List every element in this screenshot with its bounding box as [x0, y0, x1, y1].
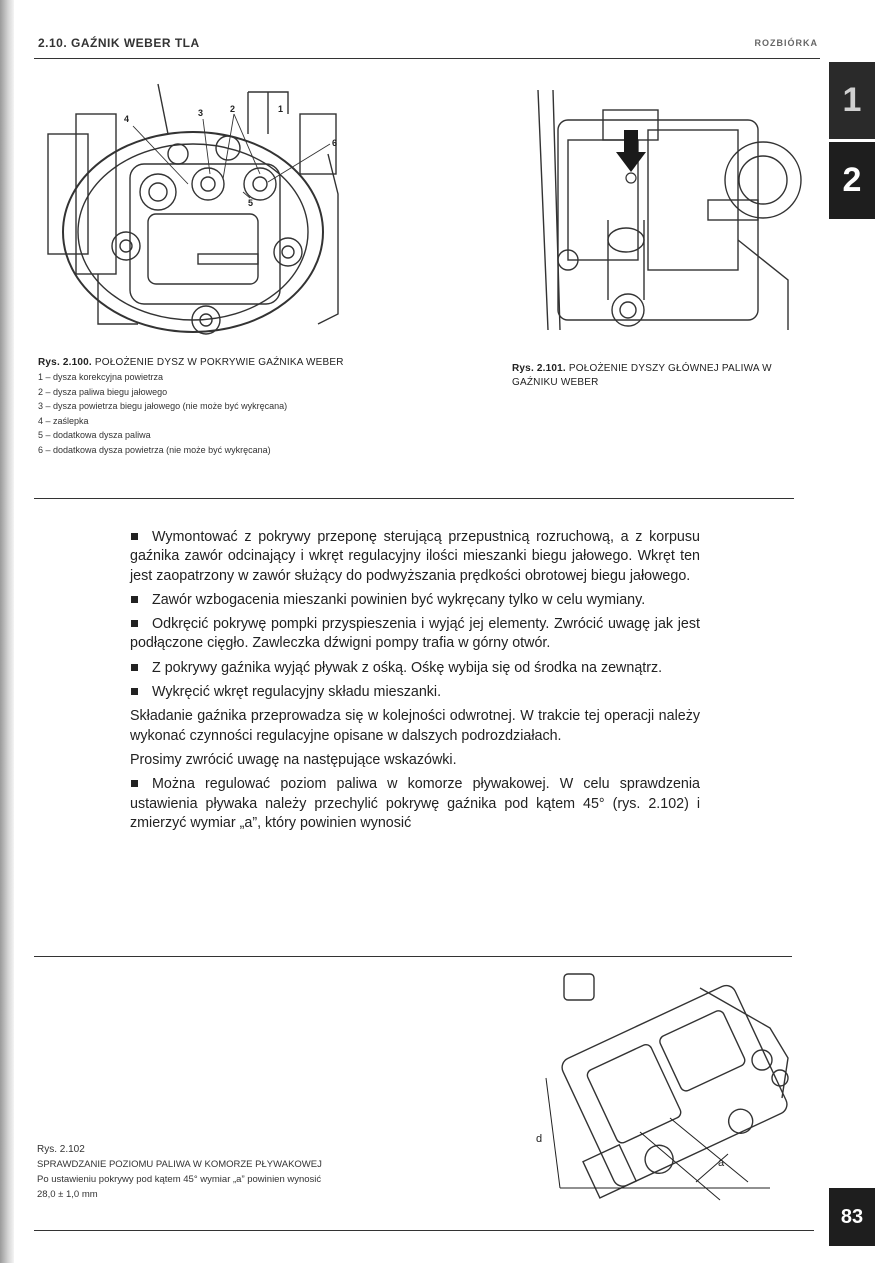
- paragraph-4: Z pokrywy gaźnika wyjąć pływak z ośką. Ośkę wybija się od środka na zewnątrz.: [130, 659, 700, 678]
- paragraph-2: Zawór wzbogacenia mieszanki powinien być wykręcany tylko w celu wymiany.: [130, 591, 700, 610]
- paragraph-7: Prosimy zwrócić uwagę na następujące wskazówki.: [130, 751, 457, 768]
- callout-5: 5: [248, 198, 254, 208]
- figure-2-101-title: POŁOŻENIE DYSZY GŁÓWNEJ PALIWA W GAŹNIKU WEBER: [512, 363, 772, 388]
- figure-2-101-label: Rys. 2.101.: [512, 363, 566, 374]
- bullet-icon: [131, 596, 138, 603]
- legend-item-3: 3 – dysza powietrza biegu jałowego (nie może być wykręcana): [38, 401, 288, 411]
- running-header: [38, 36, 818, 56]
- callout-1: 1: [278, 104, 284, 114]
- footer-rule: [34, 1230, 814, 1231]
- legend-item-5: 5 – dodatkowa dysza paliwa: [38, 430, 151, 440]
- bullet-icon: [131, 664, 138, 671]
- figure-2-102-caption: [37, 1142, 377, 1202]
- chapter-tab-2: 2: [829, 142, 875, 219]
- page-number: 83: [829, 1188, 875, 1246]
- text-bottom-rule: [34, 956, 792, 957]
- chapter-tab-1: 1: [829, 62, 875, 139]
- bullet-icon: [131, 533, 138, 540]
- bullet-icon: [131, 780, 138, 787]
- bullet-icon: [131, 688, 138, 695]
- callout-3: 3: [198, 108, 204, 118]
- page-binding-shadow: [0, 0, 14, 1263]
- legend-item-1: 1 – dysza korekcyjna powietrza: [38, 372, 164, 382]
- chapter-tabs: [829, 62, 875, 222]
- paragraph-1: Wymontować z pokrywy przeponę sterującą przepustnicą rozruchową, a z korpusu gaźnika zawór odcinający i wkręt regulacyjny ilości mieszanki biegu jałowego. Wkręt ten jest zaopatrzony w zawór służący do podwyższania prędkości obrotowej biegu jałowego.: [130, 529, 700, 584]
- legend-item-2: 2 – dysza paliwa biegu jałowego: [38, 386, 168, 397]
- figures-rule: [34, 498, 794, 499]
- figure-2-102-value: 28,0 ± 1,0 mm: [37, 1189, 98, 1200]
- paragraph-8: Można regulować poziom paliwa w komorze pływakowej. W celu sprawdzenia ustawienia pływaka należy przechylić pokrywę gaźnika pod kątem 45° (rys. 2.102) i zmierzyć wymiar „a”, który powinien wynosić: [130, 776, 700, 831]
- callout-6: 6: [332, 138, 338, 148]
- figure-2-100-title: POŁOŻENIE DYSZ W POKRYWIE GAŹNIKA WEBER: [94, 357, 344, 368]
- figure-2-100-caption: [38, 356, 378, 457]
- section-name: ROZBIÓRKA: [754, 38, 818, 48]
- instructions-text: [130, 528, 700, 838]
- legend-item-6: 6 – dodatkowa dysza powietrza (nie może być wykręcana): [38, 444, 271, 455]
- label-d: d: [536, 1133, 543, 1145]
- figure-2-100-drawing: [38, 74, 358, 352]
- figure-2-100-legend: [38, 370, 378, 457]
- callout-2: 2: [230, 104, 236, 114]
- legend-item-4: 4 – zaślepka: [38, 415, 89, 426]
- chapter-title: 2.10. GAŹNIK WEBER TLA: [38, 36, 200, 50]
- figure-2-101-caption: [512, 362, 792, 390]
- figure-2-102-drawing: [520, 968, 810, 1224]
- paragraph-5: Wykręcić wkręt regulacyjny składu mieszanki.: [130, 683, 700, 702]
- bullet-icon: [131, 620, 138, 627]
- callout-4: 4: [124, 114, 130, 124]
- figure-2-102-label: Rys. 2.102: [37, 1144, 85, 1155]
- figure-2-102-note: Po ustawieniu pokrywy pod kątem 45° wymiar „a” powinien wynosić: [37, 1174, 322, 1185]
- paragraph-3: Odkręcić pokrywę pompki przyspieszenia i wyjąć jej elementy. Zwrócić uwagę jak jest podłączone cięgło. Zawleczka dźwigni pompy trafia w górny otwór.: [130, 616, 700, 652]
- header-rule: [34, 58, 820, 59]
- figure-2-101-drawing: [508, 80, 808, 342]
- figure-2-100-label: Rys. 2.100.: [38, 357, 92, 368]
- label-a: a: [718, 1157, 725, 1169]
- paragraph-6: Składanie gaźnika przeprowadza się w kolejności odwrotnej. W trakcie tej operacji należy wykonać czynności regulacyjne opisane w dalszych podrozdziałach.: [130, 708, 700, 744]
- figure-2-102-title: SPRAWDZANIE POZIOMU PALIWA W KOMORZE PŁYWAKOWEJ: [37, 1159, 322, 1170]
